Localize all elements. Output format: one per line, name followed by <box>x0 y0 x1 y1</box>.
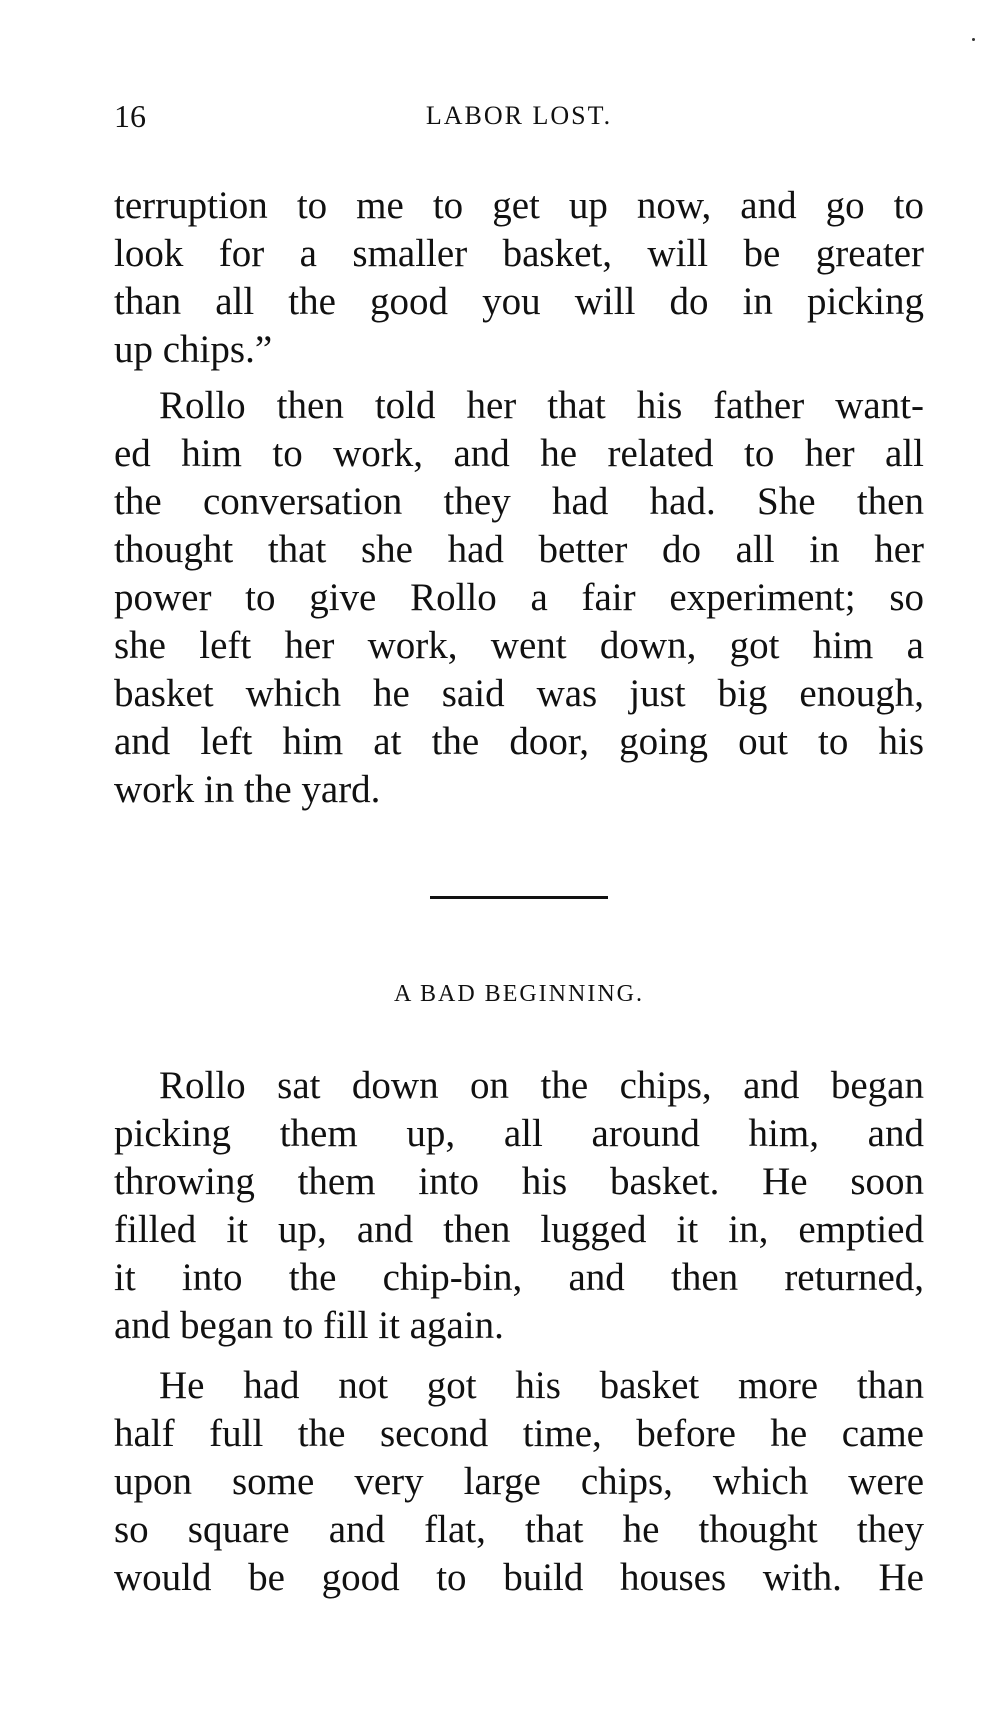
text-line: ed him to work, and he related to her all <box>114 432 924 475</box>
text-line: filled it up, and then lugged it in, emptied <box>114 1208 924 1251</box>
text-line: thought that she had better do all in her <box>114 528 924 571</box>
text-line: Rollo sat down on the chips, and began <box>159 1064 924 1107</box>
paragraph-rollo-told <box>114 382 924 814</box>
text-line: she left her work, went down, got him a <box>114 624 924 667</box>
text-line: so square and flat, that he thought they <box>114 1508 924 1551</box>
text-line: than all the good you will do in picking <box>114 280 924 323</box>
text-line: picking them up, all around him, and <box>114 1112 924 1155</box>
text-line: and began to fill it again. <box>114 1304 504 1347</box>
page-header <box>114 96 924 136</box>
text-line: the conversation they had had. She then <box>114 480 924 523</box>
text-line: up chips.” <box>114 328 273 371</box>
text-line: work in the yard. <box>114 768 381 811</box>
paragraph-rollo-sat <box>114 1062 924 1350</box>
section-divider <box>430 896 608 899</box>
text-line: would be good to build houses with. He <box>114 1556 924 1599</box>
text-line: basket which he said was just big enough, <box>114 672 924 715</box>
text-line: half full the second time, before he came <box>114 1412 924 1455</box>
text-line: throwing them into his basket. He soon <box>114 1160 924 1203</box>
paragraph-he-had-not <box>114 1362 924 1602</box>
section-heading: A BAD BEGINNING. <box>394 981 644 1007</box>
text-line: upon some very large chips, which were <box>114 1460 924 1503</box>
text-line: He had not got his basket more than <box>159 1364 924 1407</box>
paragraph-continued <box>114 182 924 374</box>
text-line: it into the chip-bin, and then returned, <box>114 1256 924 1299</box>
text-line: power to give Rollo a fair experiment; so <box>114 576 924 619</box>
running-head: LABOR LOST. <box>425 101 613 130</box>
text-line: look for a smaller basket, will be greater <box>114 232 924 275</box>
text-line: Rollo then told her that his father want- <box>159 384 924 427</box>
text-line: and left him at the door, going out to his <box>114 720 924 763</box>
text-line: terruption to me to get up now, and go to <box>114 184 924 227</box>
print-speck <box>972 38 975 41</box>
page-number: 16 <box>114 98 146 134</box>
